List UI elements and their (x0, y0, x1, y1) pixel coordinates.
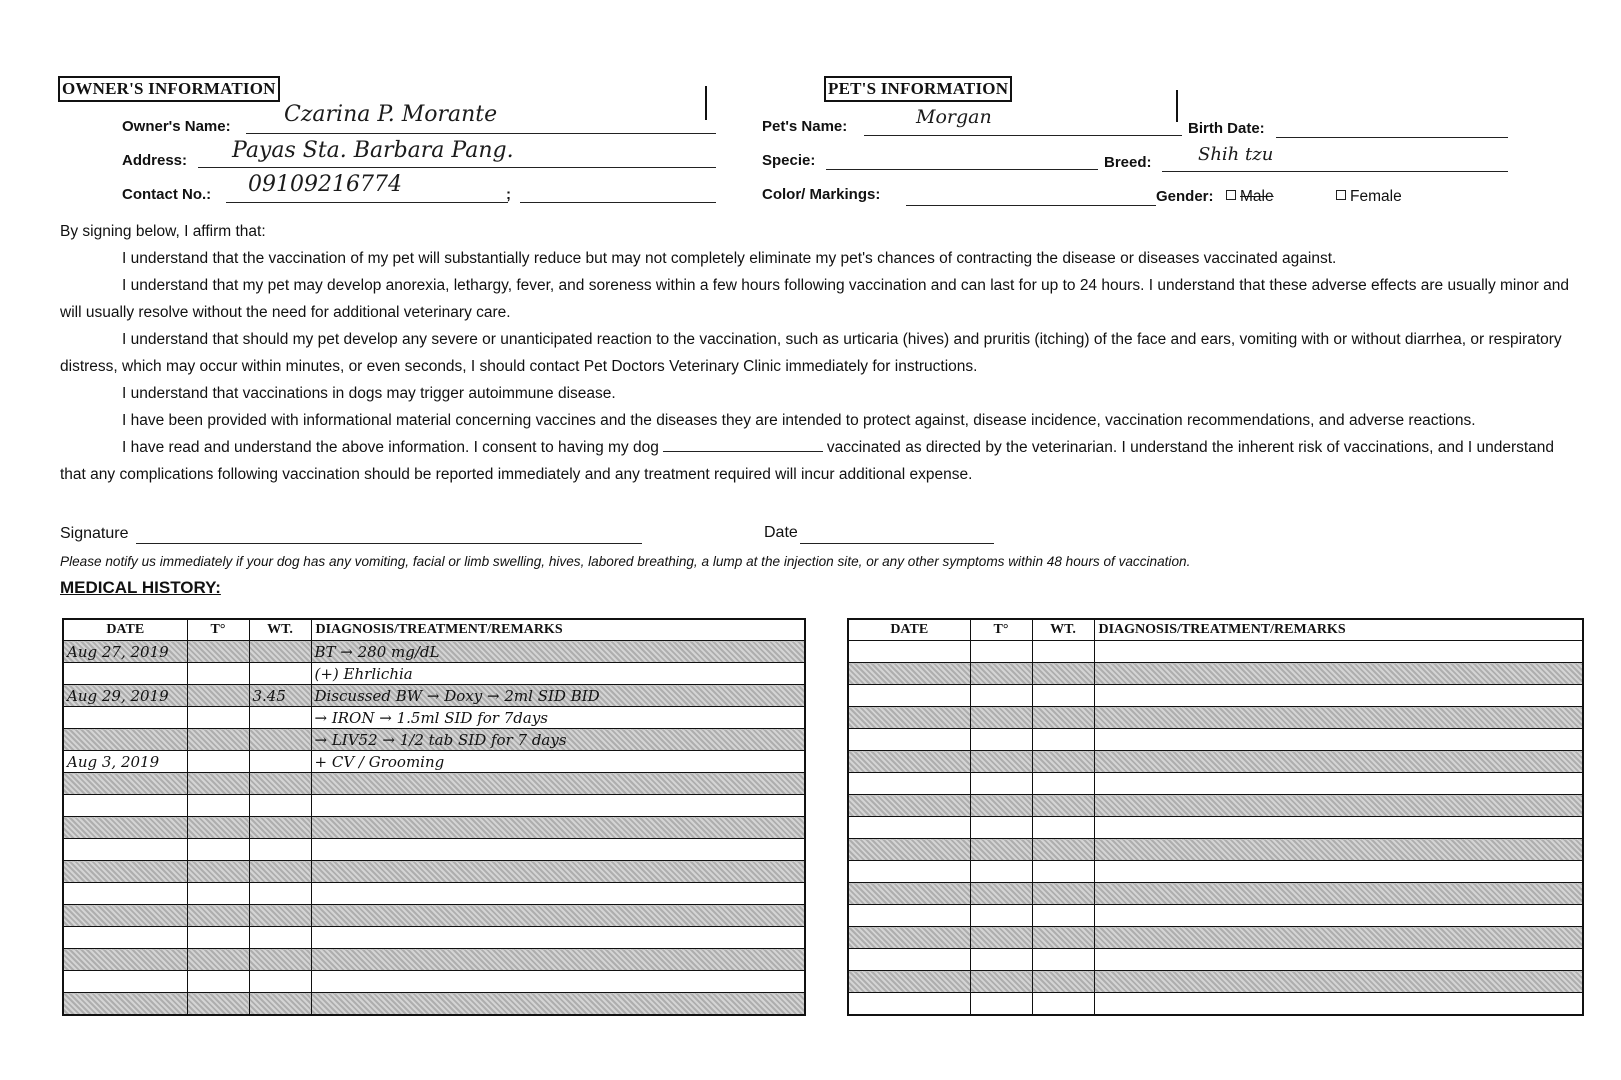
temp-cell[interactable] (970, 663, 1032, 685)
table-header-row (63, 619, 805, 641)
male-label: Male (1240, 188, 1274, 205)
remarks-cell[interactable] (1094, 795, 1583, 817)
weight-cell[interactable] (1032, 751, 1094, 773)
temp-cell[interactable] (970, 883, 1032, 905)
dog-name-blank[interactable] (663, 437, 823, 452)
color-markings-label: Color/ Markings: (762, 186, 881, 203)
temp-cell[interactable] (970, 641, 1032, 663)
remarks-cell[interactable] (1094, 663, 1583, 685)
remarks-cell[interactable] (311, 905, 805, 927)
date-cell[interactable] (63, 817, 187, 839)
contact-separator: ; (506, 186, 511, 203)
remarks-cell[interactable] (1094, 641, 1583, 663)
date-cell[interactable]: Aug 3, 2019 (63, 751, 187, 773)
table-row (848, 729, 1583, 751)
weight-cell[interactable] (1032, 707, 1094, 729)
male-checkbox[interactable] (1226, 190, 1236, 200)
consent-p2: I understand that my pet may develop anorexia, lethargy, fever, and soreness within a few hours following vaccination and can last for up to 24 hours. I understand that these adverse effects are usually minor and will usually resolve without the need for additional veterinary care. (60, 277, 1569, 321)
weight-cell[interactable] (249, 905, 311, 927)
weight-cell[interactable] (249, 971, 311, 993)
remarks-cell[interactable] (1094, 773, 1583, 795)
birth-date-line[interactable] (1276, 136, 1508, 138)
date-cell[interactable] (63, 905, 187, 927)
col-date: DATE (848, 619, 970, 641)
table-row (63, 883, 805, 905)
table-row (848, 817, 1583, 839)
remarks-cell[interactable] (1094, 707, 1583, 729)
consent-p1: I understand that the vaccination of my pet will substantially reduce but may not completely eliminate my pet's chances of contracting the disease or diseases vaccinated against. (122, 250, 1337, 267)
weight-cell[interactable] (1032, 993, 1094, 1016)
temp-cell[interactable] (970, 905, 1032, 927)
female-label: Female (1350, 188, 1402, 205)
weight-cell[interactable]: 3.45 (249, 685, 311, 707)
table-row (848, 839, 1583, 861)
date-cell[interactable] (848, 685, 970, 707)
temp-cell[interactable] (970, 685, 1032, 707)
remarks-cell[interactable] (311, 949, 805, 971)
weight-cell[interactable] (249, 751, 311, 773)
weight-cell[interactable] (249, 729, 311, 751)
remarks-cell[interactable] (1094, 971, 1583, 993)
remarks-cell[interactable] (1094, 927, 1583, 949)
remarks-cell[interactable] (311, 883, 805, 905)
temp-cell[interactable] (187, 751, 249, 773)
temp-cell[interactable] (187, 993, 249, 1016)
color-markings-line[interactable] (906, 204, 1156, 206)
remarks-cell[interactable] (1094, 861, 1583, 883)
gender-male-option[interactable] (1226, 188, 1274, 206)
temp-cell[interactable] (187, 729, 249, 751)
address-label: Address: (122, 152, 188, 169)
date-cell[interactable] (63, 839, 187, 861)
remarks-cell[interactable] (1094, 883, 1583, 905)
weight-cell[interactable] (1032, 971, 1094, 993)
remarks-cell[interactable]: → LIV52 → 1/2 tab SID for 7 days (311, 729, 805, 751)
date-cell[interactable] (848, 707, 970, 729)
remarks-cell[interactable] (311, 773, 805, 795)
table-row (63, 993, 805, 1016)
date-cell[interactable] (63, 795, 187, 817)
date-cell[interactable] (63, 971, 187, 993)
temp-cell[interactable] (970, 861, 1032, 883)
date-cell[interactable] (848, 773, 970, 795)
date-cell[interactable] (848, 861, 970, 883)
weight-cell[interactable] (1032, 817, 1094, 839)
col-remarks: DIAGNOSIS/TREATMENT/REMARKS (1094, 619, 1583, 641)
weight-cell[interactable] (249, 641, 311, 663)
date-cell[interactable] (63, 773, 187, 795)
date-cell[interactable] (63, 949, 187, 971)
table-header-row (848, 619, 1583, 641)
weight-cell[interactable] (249, 773, 311, 795)
table-row (848, 751, 1583, 773)
medical-history-heading: MEDICAL HISTORY: (60, 578, 221, 597)
col-weight: WT. (1032, 619, 1094, 641)
table-row (848, 707, 1583, 729)
date-cell[interactable]: Aug 27, 2019 (63, 641, 187, 663)
table-row (848, 861, 1583, 883)
temp-cell[interactable] (970, 817, 1032, 839)
weight-cell[interactable] (1032, 883, 1094, 905)
owner-name-line (246, 132, 716, 134)
table-row (63, 927, 805, 949)
date-label: Date (764, 524, 798, 541)
date-cell[interactable] (848, 817, 970, 839)
weight-cell[interactable] (1032, 839, 1094, 861)
table-row (63, 817, 805, 839)
remarks-cell[interactable]: (+) Ehrlichia (311, 663, 805, 685)
contact-line (226, 201, 508, 203)
contact-label: Contact No.: (122, 186, 212, 203)
weight-cell[interactable] (1032, 685, 1094, 707)
remarks-cell[interactable]: BT → 280 mg/dL (311, 641, 805, 663)
date-cell[interactable] (848, 751, 970, 773)
temp-cell[interactable] (187, 685, 249, 707)
temp-cell[interactable] (187, 949, 249, 971)
table-row (63, 751, 805, 773)
birth-date-label: Birth Date: (1188, 120, 1265, 137)
date-cell[interactable] (848, 905, 970, 927)
weight-cell[interactable] (1032, 729, 1094, 751)
table-row (848, 949, 1583, 971)
remarks-cell[interactable] (311, 971, 805, 993)
pet-name-label: Pet's Name: (762, 118, 848, 135)
remarks-cell[interactable] (1094, 839, 1583, 861)
temp-cell[interactable] (187, 817, 249, 839)
weight-cell[interactable] (249, 883, 311, 905)
col-temp: T° (970, 619, 1032, 641)
table-row (848, 641, 1583, 663)
col-temp: T° (187, 619, 249, 641)
scan-mark (1176, 90, 1178, 122)
scan-mark (705, 86, 707, 120)
remarks-cell[interactable] (311, 993, 805, 1016)
date-cell[interactable] (63, 707, 187, 729)
temp-cell[interactable] (187, 707, 249, 729)
date-cell[interactable] (848, 663, 970, 685)
breed-line (1162, 170, 1508, 172)
table-row (848, 927, 1583, 949)
weight-cell[interactable] (249, 949, 311, 971)
temp-cell[interactable] (970, 707, 1032, 729)
temp-cell[interactable] (970, 949, 1032, 971)
table-row (63, 641, 805, 663)
pet-name-field[interactable]: Morgan (916, 106, 992, 128)
table-row (63, 839, 805, 861)
weight-cell[interactable] (249, 839, 311, 861)
consent-p3: I understand that should my pet develop any severe or unanticipated reaction to the vaccination, such as urticaria (hives) and pruritis (itching) of the face and ears, vomiting with or without diarrhea, or respiratory distress, which may occur within minutes, or even seconds, I should contact Pet Doctors Veterinary Clinic immediately for instructions. (60, 331, 1562, 375)
table-row (63, 795, 805, 817)
date-cell[interactable] (848, 795, 970, 817)
weight-cell[interactable] (1032, 905, 1094, 927)
weight-cell[interactable] (249, 861, 311, 883)
table-row (848, 663, 1583, 685)
temp-cell[interactable] (187, 883, 249, 905)
table-row (848, 795, 1583, 817)
date-cell[interactable] (63, 883, 187, 905)
date-cell[interactable] (848, 927, 970, 949)
date-cell[interactable] (63, 927, 187, 949)
date-cell[interactable] (848, 641, 970, 663)
table-row (63, 685, 805, 707)
date-line[interactable] (800, 542, 994, 544)
temp-cell[interactable] (187, 773, 249, 795)
temp-cell[interactable] (970, 729, 1032, 751)
remarks-cell[interactable] (1094, 729, 1583, 751)
remarks-cell[interactable] (311, 817, 805, 839)
notice-text: Please notify us immediately if your dog has any vomiting, facial or limb swelling, hives, labored breathing, a lump at the injection site, or any other symptoms within 48 hours of vaccination. (60, 554, 1191, 569)
remarks-cell[interactable]: → IRON → 1.5ml SID for 7days (311, 707, 805, 729)
weight-cell[interactable] (1032, 663, 1094, 685)
temp-cell[interactable] (187, 641, 249, 663)
consent-p6 (60, 434, 1574, 488)
contact-field[interactable]: 09109216774 (248, 172, 402, 197)
temp-cell[interactable] (970, 795, 1032, 817)
remarks-cell[interactable] (1094, 685, 1583, 707)
breed-field[interactable]: Shih tzu (1198, 144, 1274, 165)
remarks-cell[interactable] (311, 861, 805, 883)
table-row (63, 729, 805, 751)
table-row (63, 905, 805, 927)
table-row (63, 861, 805, 883)
pet-info-heading: PET'S INFORMATION (824, 76, 1012, 102)
consent-intro: By signing below, I affirm that: (60, 223, 266, 240)
weight-cell[interactable] (249, 707, 311, 729)
address-line (198, 166, 716, 168)
temp-cell[interactable] (187, 861, 249, 883)
remarks-cell[interactable] (1094, 949, 1583, 971)
table-row (848, 883, 1583, 905)
medical-history-table-left (62, 618, 806, 1016)
weight-cell[interactable] (249, 993, 311, 1016)
consent-p4: I understand that vaccinations in dogs may trigger autoimmune disease. (122, 385, 616, 402)
table-row (63, 949, 805, 971)
medical-history-table-right (847, 618, 1584, 1016)
col-remarks: DIAGNOSIS/TREATMENT/REMARKS (311, 619, 805, 641)
remarks-cell[interactable] (1094, 817, 1583, 839)
temp-cell[interactable] (970, 993, 1032, 1016)
weight-cell[interactable] (1032, 861, 1094, 883)
female-checkbox[interactable] (1336, 190, 1346, 200)
temp-cell[interactable] (187, 795, 249, 817)
table-row (63, 707, 805, 729)
temp-cell[interactable] (187, 663, 249, 685)
table-row (848, 773, 1583, 795)
temp-cell[interactable] (187, 927, 249, 949)
date-cell[interactable]: Aug 29, 2019 (63, 685, 187, 707)
pet-name-line (864, 134, 1182, 136)
temp-cell[interactable] (187, 839, 249, 861)
owner-info-heading: OWNER'S INFORMATION (58, 76, 280, 102)
contact-line-2[interactable] (520, 201, 716, 203)
table-row (63, 773, 805, 795)
temp-cell[interactable] (970, 971, 1032, 993)
gender-label: Gender: (1156, 188, 1214, 205)
signature-line[interactable] (136, 542, 642, 544)
specie-line[interactable] (826, 168, 1098, 170)
remarks-cell[interactable] (311, 927, 805, 949)
gender-female-option[interactable] (1336, 188, 1402, 206)
table-row (63, 663, 805, 685)
table-row (848, 905, 1583, 927)
date-cell[interactable] (63, 861, 187, 883)
consent-p6-b: vaccinated as directed by the veterinarian. I understand the inherent risk of vaccinations, and I understand that any complications following vaccination should be reported immediately and any treatment required will incur additional expense. (60, 439, 1555, 483)
remarks-cell[interactable] (311, 839, 805, 861)
table-row (848, 685, 1583, 707)
temp-cell[interactable] (187, 971, 249, 993)
remarks-cell[interactable]: Discussed BW → Doxy → 2ml SID BID (311, 685, 805, 707)
temp-cell[interactable] (970, 927, 1032, 949)
table-row (848, 971, 1583, 993)
remarks-cell[interactable] (311, 795, 805, 817)
date-cell[interactable] (848, 949, 970, 971)
temp-cell[interactable] (970, 751, 1032, 773)
date-cell[interactable] (848, 971, 970, 993)
signature-label: Signature (60, 525, 129, 542)
date-cell[interactable] (848, 883, 970, 905)
consent-p6-a: I have read and understand the above information. I consent to having my dog (122, 439, 659, 456)
date-cell[interactable] (848, 993, 970, 1016)
table-row (63, 971, 805, 993)
address-field[interactable]: Payas Sta. Barbara Pang. (232, 138, 514, 163)
weight-cell[interactable] (249, 927, 311, 949)
specie-label: Specie: (762, 152, 816, 169)
col-weight: WT. (249, 619, 311, 641)
owner-name-field[interactable]: Czarina P. Morante (284, 102, 498, 127)
weight-cell[interactable] (249, 663, 311, 685)
weight-cell[interactable] (1032, 795, 1094, 817)
date-cell[interactable] (848, 729, 970, 751)
date-cell[interactable] (848, 839, 970, 861)
remarks-cell[interactable] (1094, 905, 1583, 927)
consent-section (60, 218, 1574, 488)
breed-label: Breed: (1104, 154, 1152, 171)
remarks-cell[interactable] (1094, 751, 1583, 773)
temp-cell[interactable] (187, 905, 249, 927)
owner-name-label: Owner's Name: (122, 118, 231, 135)
date-cell[interactable] (63, 993, 187, 1016)
table-row (848, 993, 1583, 1016)
date-cell[interactable] (63, 663, 187, 685)
weight-cell[interactable] (1032, 641, 1094, 663)
consent-p5: I have been provided with informational material concerning vaccines and the diseases they are intended to protect against, disease incidence, vaccination recommendations, and adverse reactions. (122, 412, 1476, 429)
temp-cell[interactable] (970, 839, 1032, 861)
remarks-cell[interactable] (1094, 993, 1583, 1016)
weight-cell[interactable] (249, 795, 311, 817)
remarks-cell[interactable]: + CV / Grooming (311, 751, 805, 773)
weight-cell[interactable] (249, 817, 311, 839)
col-date: DATE (63, 619, 187, 641)
weight-cell[interactable] (1032, 927, 1094, 949)
weight-cell[interactable] (1032, 949, 1094, 971)
weight-cell[interactable] (1032, 773, 1094, 795)
date-cell[interactable] (63, 729, 187, 751)
temp-cell[interactable] (970, 773, 1032, 795)
